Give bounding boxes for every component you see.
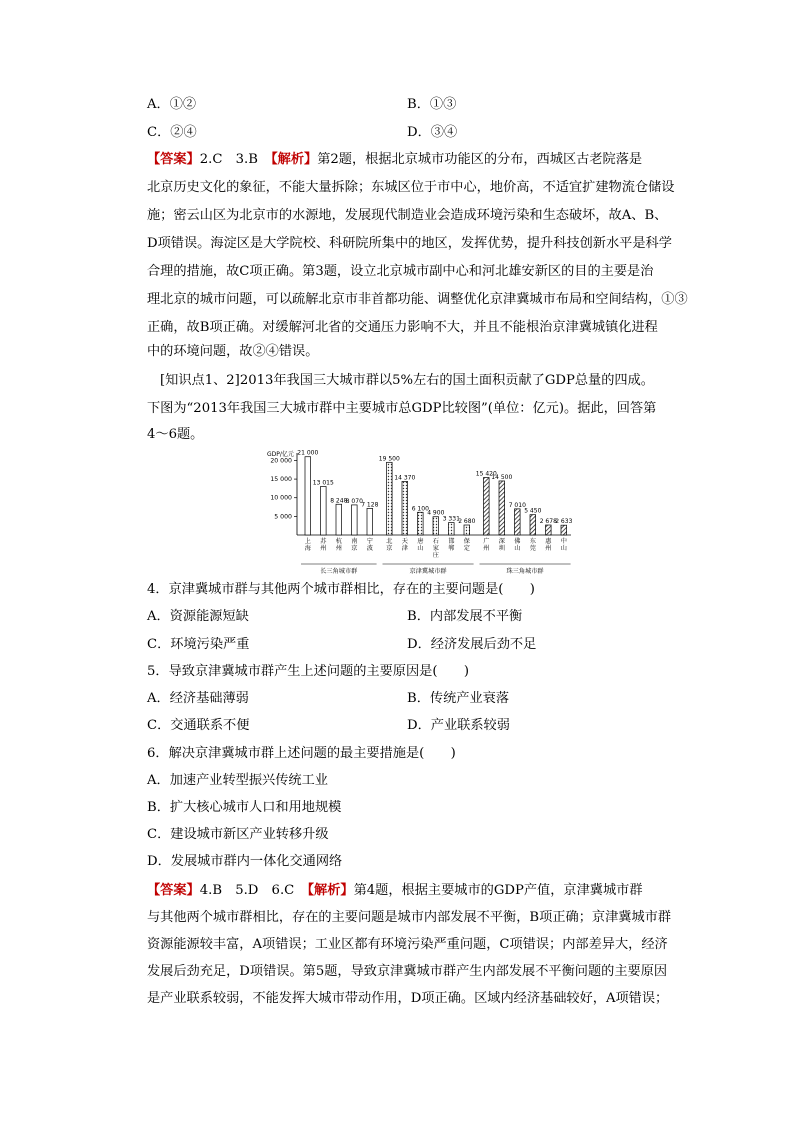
analysis-line: 与其他两个城市群相比，存在的主要问题是城市内部发展不平衡，B项正确；京津冀城市群 [147,910,671,925]
bar [464,525,470,535]
bar [530,515,536,535]
intro-line: 4～6题。 [147,427,204,442]
analysis-line: 资源能源较丰富，A项错误；工业区都有环境污染严重问题，C项错误；内部差异大，经济 [147,937,668,952]
bar [561,525,567,535]
bar [433,517,439,535]
analysis-text: 第2题，根据北京城市功能区的分布，西城区古老院落是 [317,152,643,167]
q6-option-d: D．发展城市群内一体化交通网络 [147,854,343,869]
city-label-char: 庄 [432,552,439,559]
city-label-char: 州 [483,545,490,552]
q4-option-c: C．环境污染严重 [147,637,250,652]
q5-option-d: D．产业联系较弱 [407,718,510,733]
bar-value-label: 19 500 [378,455,400,463]
city-label-char: 津 [401,545,408,552]
q5-option-a: A．经济基础薄弱 [147,691,249,706]
q4-option-d: D．经济发展后劲不足 [407,637,537,652]
bar [546,525,552,535]
bar [515,509,521,535]
bar-value-label: 15 420 [475,470,497,478]
city-label-char: 家 [432,545,439,552]
city-label-char: 惠 [545,538,552,545]
analysis-line: 合理的措施，故C项正确。第3题，设立北京城市副中心和河北雄安新区的目的主要是治 [147,264,654,279]
city-label-char: 圳 [498,545,505,552]
intro-line: [知识点1、2]2013年我国三大城市群以5%左右的国土面积贡献了GDP总量的四成。 [160,373,654,388]
group-label: 珠三角城市群 [506,568,544,575]
option-b: B．①③ [407,97,457,112]
q6-option-c: C．建设城市新区产业转移升级 [147,827,329,842]
bar-value-label: 5 450 [524,507,542,515]
city-label-char: 山 [514,545,521,552]
bar [305,457,311,535]
bar [387,462,393,535]
bar-value-label: 2 680 [458,518,476,526]
city-label-char: 北 [386,538,393,545]
bar [499,481,505,535]
answer-nums: 2.C 3.B [199,152,272,167]
city-label-char: 上 [304,538,311,545]
bar [352,505,358,535]
q6-option-a: A．加速产业转型振兴传统工业 [147,773,328,788]
question-4-stem: 4．京津冀城市群与其他两个城市群相比，存在的主要问题是( ) [147,582,535,597]
analysis-line: 中的环境问题，故②④错误。 [147,344,319,359]
y-tick-label: 5 000 [274,513,292,521]
analysis-line: 发展后劲充足，D项错误。第5题，导致京津冀城市群产生内部发展不平衡问题的主要原因 [147,964,668,979]
analysis-line: 理北京的城市问题，可以疏解北京市非首都功能、调整优化京津冀城市布局和空间结构，①③ [147,292,688,307]
answer-line-2 [147,881,667,901]
city-label-char: 州 [320,545,327,552]
bar-value-label: 14 500 [491,473,513,481]
q6-option-b: B．扩大核心城市人口和用地规模 [147,800,342,815]
bar-value-label: 8 070 [345,497,363,505]
bar [321,486,327,535]
bar-value-label: 13 015 [312,479,334,487]
bar-value-label: 6 100 [411,505,429,513]
bar-value-label: 3 331 [442,515,460,523]
option-d: D．③④ [407,125,458,140]
question-5-stem: 5．导致京津冀城市群产生上述问题的主要原因是( ) [147,664,469,679]
q5-option-b: B．传统产业衰落 [407,691,510,706]
bar-value-label: 2 678 [539,518,557,526]
city-label-char: 京 [351,545,358,552]
city-label-char: 杭 [335,538,342,545]
city-label-char: 苏 [320,538,327,545]
bar-value-label: 8 248 [330,497,348,505]
q5-option-c: C．交通联系不便 [147,718,250,733]
bar [449,523,455,535]
city-label-char: 郸 [448,545,455,552]
bar [367,508,373,535]
intro-line: 下图为“2013年我国三大城市群中主要城市总GDP比较图”(单位：亿元)。据此，回答第 [147,401,657,416]
city-label-char: 州 [545,545,552,552]
bar [402,481,408,535]
option-c: C．②④ [147,125,197,140]
bar-value-label: 7 010 [508,501,526,509]
analysis-line: 是产业联系较弱，不能发挥大城市带动作用，D项正确。区域内经济基础较好，A项错误； [147,991,669,1006]
question-6-stem: 6．解决京津冀城市群上述问题的最主要措施是( ) [147,746,456,761]
city-label-char: 东 [529,538,536,545]
city-label-char: 海 [304,545,311,552]
group-label: 京津冀城市群 [409,568,447,575]
city-label-char: 保 [463,538,470,545]
city-label-char: 中 [560,538,567,545]
bar [484,478,490,535]
analysis-line: D项错误。海淀区是大学院校、科研院所集中的地区，发挥优势，提升科技创新水平是科学 [147,236,672,251]
city-label-char: 莞 [529,545,536,552]
group-label: 长三角城市群 [320,568,358,575]
analysis-text: 第4题，根据主要城市的GDP产值，京津冀城市群 [353,883,643,898]
city-label-char: 波 [366,545,373,552]
city-label-char: 定 [463,545,470,552]
y-tick-label: 10 000 [270,494,292,502]
bar-value-label: 21 000 [297,449,319,457]
answer-tag: 【答案】 [147,152,200,167]
city-label-char: 石 [432,538,439,545]
y-tick-label: 15 000 [270,476,292,484]
analysis-tag: 【解析】 [307,883,354,898]
analysis-line: 北京历史文化的象征，不能大量拆除；东城区位于市中心，地价高，不适宜扩建物流仓储设 [147,180,675,195]
city-label-char: 邯 [448,538,455,545]
q4-option-a: A．资源能源短缺 [147,609,249,624]
city-label-char: 南 [351,538,358,545]
bar-value-label: 7 128 [361,501,379,509]
city-label-char: 佛 [514,538,521,545]
analysis-tag: 【解析】 [271,152,318,167]
y-axis-title: GDP/亿元 [267,451,294,458]
city-label-char: 山 [560,545,567,552]
city-label-char: 山 [417,545,424,552]
city-label-char: 州 [335,545,342,552]
bar-value-label: 2 633 [555,518,573,526]
analysis-line: 正确，故B项正确。对缓解河北省的交通压力影响不大，并且不能根治京津冀城镇化进程 [147,320,658,335]
city-label-char: 深 [498,538,505,545]
analysis-line: 施；密云山区为北京市的水源地，发展现代制造业会造成环境污染和生态破坏，故A、B、 [147,208,668,223]
gdp-chart [255,448,575,576]
bar-value-label: 4 900 [427,509,445,517]
option-a: A．①② [147,97,197,112]
answer-nums: 4.B 5.D 6.C [199,883,308,898]
answer-line-1 [147,150,667,170]
city-label-char: 唐 [417,538,424,545]
y-tick-label: 20 000 [270,457,292,465]
gdp-bar-chart-svg [255,448,575,576]
city-label-char: 京 [386,545,393,552]
city-label-char: 宁 [366,538,373,545]
bar [336,504,342,535]
q4-option-b: B．内部发展不平衡 [407,609,523,624]
city-label-char: 广 [483,538,490,545]
bar [418,512,424,535]
answer-tag: 【答案】 [147,883,200,898]
bar-value-label: 14 370 [394,474,416,482]
city-label-char: 天 [401,538,408,545]
